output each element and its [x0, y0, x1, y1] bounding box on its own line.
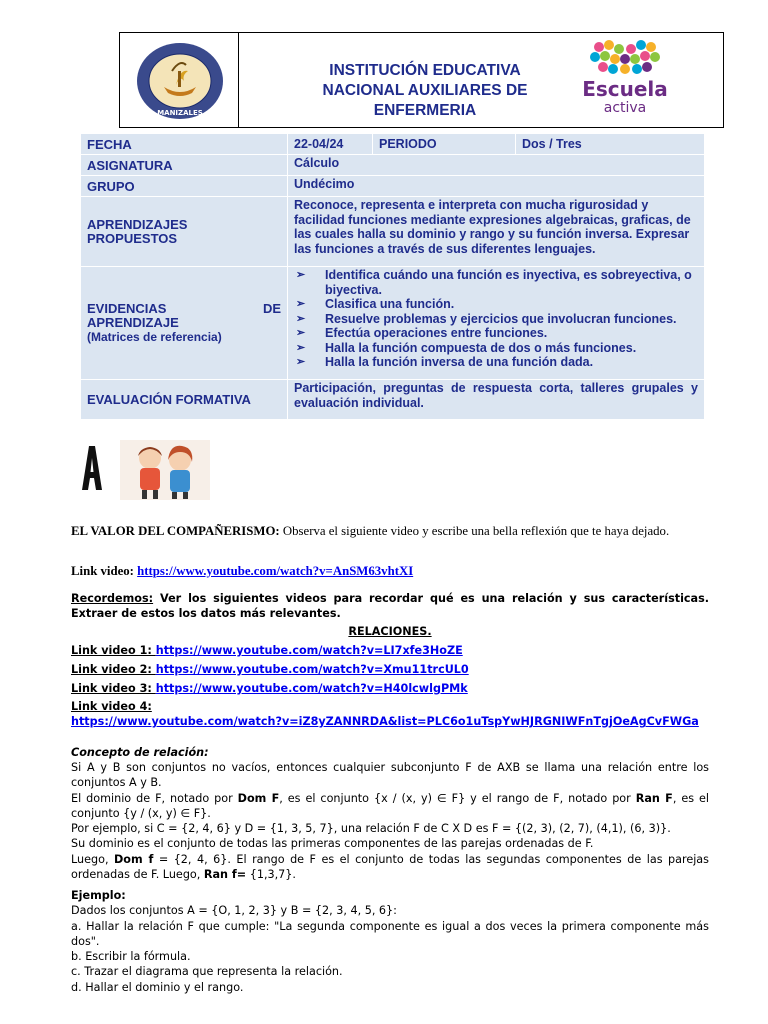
grupo-label: GRUPO — [81, 176, 288, 197]
periodo-value: Dos / Tres — [516, 134, 705, 155]
periodo-label: PERIODO — [373, 134, 516, 155]
concepto-title: Concepto de relación: — [71, 746, 209, 759]
aprendizajes-label: APRENDIZAJES PROPUESTOS — [81, 197, 288, 267]
table-row — [81, 176, 705, 197]
concepto-p1: Si A y B son conjuntos no vacíos, entonces cualquier subconjunto F de AXB se llama una relación entre los conjuntos A y B. — [71, 761, 709, 790]
section-letter-a — [80, 444, 104, 492]
video-link-2-line — [71, 662, 709, 677]
companerismo-title: EL VALOR DEL COMPAÑERISMO: — [71, 524, 280, 538]
companerismo-text: Observa el siguiente video y escribe una bella reflexión que te haya dejado. — [279, 524, 670, 538]
arrow-bullet-icon: ➢ — [296, 298, 306, 310]
video-link-1-line — [71, 643, 709, 658]
fecha-value: 22-04/24 — [288, 134, 373, 155]
document-header — [119, 32, 724, 128]
concepto-p5: Luego, Dom f = {2, 4, 6}. El rango de F es el conjunto de todas las segundas componentes de las parejas ordenadas de F. Luego, Ran f= {1,3,7}. — [71, 852, 709, 882]
course-info-table — [80, 133, 705, 420]
table-row — [81, 267, 705, 380]
list-item: ➢ Clasifica una función. — [296, 297, 455, 311]
video-1-link[interactable]: https://www.youtube.com/watch?v=LI7xfe3HoZE — [155, 644, 463, 657]
title-line-2: NACIONAL AUXILIARES DE — [322, 82, 528, 99]
evidencias-label-3: (Matrices de referencia) — [87, 330, 222, 344]
list-item: ➢ Halla la función compuesta de dos o más funciones. — [296, 340, 637, 355]
ejemplo-item-b: b. Escribir la fórmula. — [71, 950, 191, 964]
evidencias-list — [294, 268, 698, 370]
evidencias-label-de: DE — [262, 301, 281, 316]
table-row — [81, 380, 705, 420]
concepto-p4: Su dominio es el conjunto de todas las primeras componentes de las parejas ordenadas de F. — [71, 837, 594, 851]
asignatura-label: ASIGNATURA — [81, 155, 288, 176]
arrow-bullet-icon: ➢ — [296, 327, 306, 339]
evaluacion-label: EVALUACIÓN FORMATIVA — [81, 380, 288, 420]
video-3-link[interactable]: https://www.youtube.com/watch?v=H40lcwlgPMk — [155, 682, 468, 695]
list-item: ➢ Halla la función inversa de una función dada. — [296, 355, 594, 369]
video-3-label: Link video 3: — [71, 682, 156, 695]
list-item: ➢ Efectúa operaciones entre funciones. — [296, 326, 548, 340]
table-row — [81, 155, 705, 176]
video-2-link[interactable]: https://www.youtube.com/watch?v=Xmu11trcUL0 — [155, 663, 469, 676]
list-item: ➢ Identifica cuándo una función es inyectiva, es sobreyectiva, o biyectiva. — [296, 268, 692, 297]
relaciones-heading: RELACIONES. — [348, 625, 432, 638]
companerismo-video-link[interactable]: https://www.youtube.com/watch?v=AnSM63vhtXI — [137, 564, 414, 578]
header-divider — [238, 33, 239, 127]
title-line-3: ENFERMERIA — [373, 102, 477, 119]
fecha-label: FECHA — [81, 134, 288, 155]
school-seal-logo — [136, 41, 224, 121]
video-1-label: Link video 1: — [71, 644, 156, 657]
ejemplo-title: Ejemplo: — [71, 889, 126, 902]
seal-text-bottom: MANIZALES — [157, 109, 203, 117]
recordemos-label: Recordemos: — [71, 592, 154, 605]
logo-subword: activa — [603, 100, 647, 116]
video-4-label: Link video 4: — [71, 700, 152, 713]
video-4-link[interactable]: https://www.youtube.com/watch?v=iZ8yZANNRDA&list=PLC6o1uTspYwHJRGNIWFnTgjOeAgCvFWGa — [71, 715, 699, 729]
video-link-4-line — [71, 699, 709, 730]
evidencias-label-1: EVIDENCIAS — [87, 301, 167, 316]
evidencias-label-2: APRENDIZAJE — [87, 315, 179, 330]
arrow-bullet-icon: ➢ — [296, 341, 306, 354]
companerismo-link-line — [71, 563, 709, 579]
arrow-bullet-icon: ➢ — [296, 356, 306, 368]
table-row — [81, 134, 705, 155]
logo-word: Escuela — [582, 77, 668, 101]
concepto-p2: El dominio de F, notado por Dom F, es el conjunto {x / (x, y) ∈ F} y el rango de F, notado por Ran F, es el conjunto {y / (x, y) ∈ F}. — [71, 791, 710, 820]
companerismo-paragraph — [71, 523, 709, 539]
ejemplo-item-c: c. Trazar el diagrama que representa la relación. — [71, 965, 343, 979]
institution-title — [275, 61, 575, 121]
evidencias-label — [81, 267, 288, 380]
children-friends-icon — [120, 440, 210, 500]
evaluacion-value: Participación, preguntas de respuesta corta, talleres grupales y evaluación individual. — [288, 380, 705, 420]
link-video-label: Link video: — [71, 564, 138, 578]
ejemplo-item-a: a. Hallar la relación F que cumple: "La segunda componente es igual a dos veces la primera componente más dos". — [71, 919, 709, 948]
list-item: ➢ Resuelve problemas y ejercicios que involucran funciones. — [296, 311, 677, 326]
concepto-p3: Por ejemplo, si C = {2, 4, 6} y D = {1, 3, 5, 7}, una relación F de C X D es F = {(2, 3), (2, 7), (4,1), (6, 3)}. — [71, 822, 671, 836]
recordemos-paragraph — [71, 591, 709, 622]
arrow-bullet-icon: ➢ — [296, 269, 306, 281]
video-link-3-line — [71, 681, 709, 696]
grupo-value: Undécimo — [288, 176, 705, 197]
concepto-body — [71, 760, 709, 882]
ejemplo-intro: Dados los conjuntos A = {O, 1, 2, 3} y B = {2, 3, 4, 5, 6}: — [71, 904, 397, 918]
aprendizajes-value: Reconoce, representa e interpreta con mucha rigurosidad y facilidad funciones mediante expresiones algebraicas, graficas, de las cuales halla su dominio y rango y su función inversa. Expresar las funciones a través de sus diferentes lenguajes. — [288, 197, 705, 267]
ejemplo-item-d: d. Hallar el dominio y el rango. — [71, 980, 244, 994]
escuela-activa-logo — [575, 37, 675, 123]
title-line-1: INSTITUCIÓN EDUCATIVA — [329, 62, 521, 79]
asignatura-value: Cálculo — [288, 155, 705, 176]
arrow-bullet-icon: ➢ — [296, 312, 306, 325]
video-2-label: Link video 2: — [71, 663, 156, 676]
table-row — [81, 197, 705, 267]
recordemos-text: Ver los siguientes videos para recordar qué es una relación y sus características. Extraer de estos los datos más relevantes. — [71, 592, 709, 621]
evidencias-value — [288, 267, 705, 380]
ejemplo-section — [71, 888, 709, 995]
